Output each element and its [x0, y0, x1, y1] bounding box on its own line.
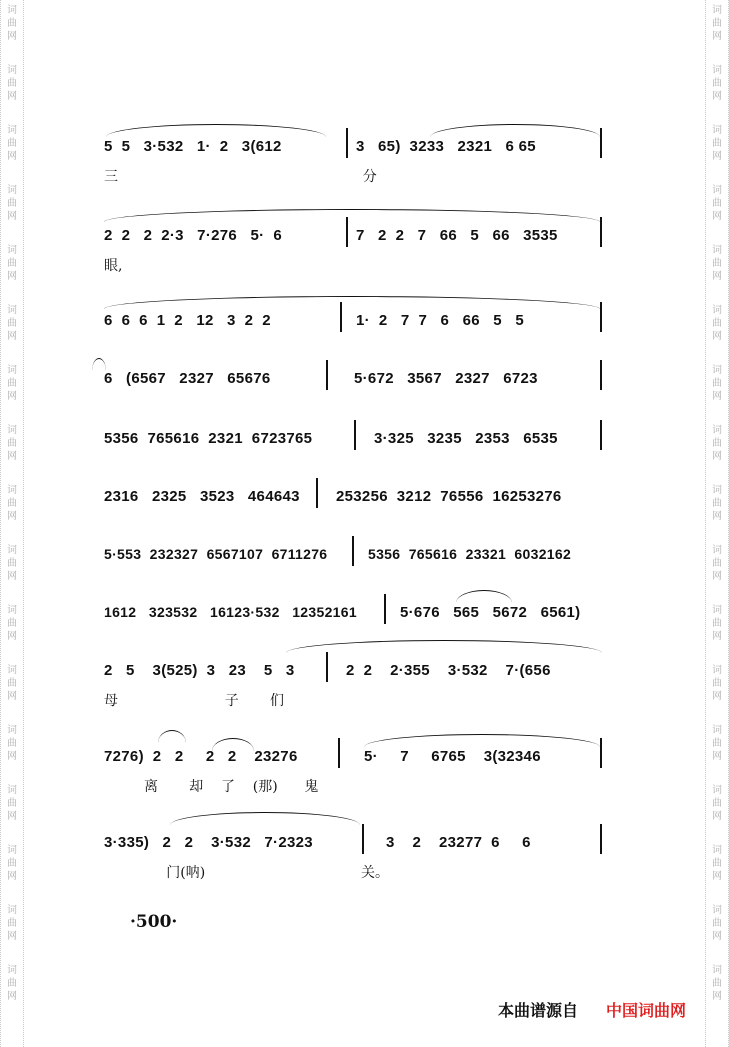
watermark-text: 词 曲 网	[7, 605, 17, 642]
notes-measure-a: 7276) 2 2 2 2 23276	[104, 748, 298, 765]
bar-line	[384, 594, 386, 624]
score-line-5	[100, 430, 610, 496]
watermark-text: 词 曲 网	[7, 665, 17, 702]
score-line-1	[100, 138, 610, 204]
watermark-text: 词 曲 网	[712, 65, 722, 102]
notes-measure-b: 5356 765616 23321 6032162	[368, 546, 572, 562]
watermark-text: 词 曲 网	[712, 5, 722, 42]
notes-measure-b: 5·676 565 5672 6561)	[400, 604, 581, 621]
notes-measure-a: 2316 2325 3523 464643	[104, 488, 300, 505]
notes-measure-a: 5 5 3·532 1· 2 3(612	[104, 138, 282, 155]
notes-measure-b: 1· 2 7 7 6 66 5 5	[356, 312, 524, 329]
score-line-2	[100, 227, 610, 293]
watermark-text: 词 曲 网	[7, 305, 17, 342]
source-prefix: 本曲谱源自	[498, 1001, 579, 1020]
watermark-text: 词 曲 网	[712, 605, 722, 642]
bar-line	[316, 478, 318, 508]
notes-measure-a: 5·553 232327 6567107 6711276	[104, 546, 328, 562]
notes-measure-b: 5· 7 6765 3(32346	[364, 748, 541, 765]
watermark-text: 词 曲 网	[712, 665, 722, 702]
score-line-9	[100, 662, 610, 728]
bar-line	[600, 420, 602, 450]
watermark-text: 词 曲 网	[7, 245, 17, 282]
slur-mark	[430, 124, 600, 137]
slur-mark	[158, 730, 186, 743]
bar-line	[600, 824, 602, 854]
watermark-text: 词 曲 网	[712, 485, 722, 522]
score-line-3	[100, 312, 610, 378]
watermark-text: 词 曲 网	[7, 905, 17, 942]
watermark-text: 词 曲 网	[712, 365, 722, 402]
watermark-text: 词 曲 网	[7, 65, 17, 102]
source-site-link[interactable]: 中国词曲网	[606, 1001, 687, 1020]
watermark-text: 词 曲 网	[712, 905, 722, 942]
watermark-text: 词 曲 网	[712, 245, 722, 282]
watermark-text: 词 曲 网	[7, 185, 17, 222]
watermark-strip-left	[0, 0, 24, 1047]
notes-measure-a: 5356 765616 2321 6723765	[104, 430, 313, 447]
notes-measure-b: 3·325 3235 2353 6535	[374, 430, 558, 447]
lyric-line: 母 子 们	[104, 693, 284, 709]
watermark-text: 词 曲 网	[7, 365, 17, 402]
bar-line	[326, 360, 328, 390]
watermark-text: 词 曲 网	[7, 485, 17, 522]
slur-mark	[364, 734, 600, 747]
score-line-11	[100, 834, 610, 900]
watermark-text: 词 曲 网	[7, 125, 17, 162]
watermark-text: 词 曲 网	[712, 425, 722, 462]
slur-mark	[104, 296, 600, 309]
bar-line	[600, 217, 602, 247]
notes-measure-b: 7 2 2 7 66 5 66 3535	[356, 227, 558, 244]
watermark-text: 词 曲 网	[712, 725, 722, 762]
bar-line	[338, 738, 340, 768]
notes-measure-b: 2 2 2·355 3·532 7·(656	[346, 662, 551, 679]
bar-line	[340, 302, 342, 332]
watermark-text: 词 曲 网	[712, 845, 722, 882]
watermark-text: 词 曲 网	[7, 545, 17, 582]
lyric-line: 眼,	[104, 258, 123, 274]
watermark-text: 词 曲 网	[7, 965, 17, 1002]
watermark-text: 词 曲 网	[712, 305, 722, 342]
bar-line	[600, 128, 602, 158]
lyric-line: 三 分	[104, 169, 377, 185]
lyric-line: 门(呐) 关。	[104, 865, 389, 881]
watermark-text: 词 曲 网	[7, 425, 17, 462]
bar-line	[346, 128, 348, 158]
watermark-text: 词 曲 网	[7, 845, 17, 882]
watermark-text: 词 曲 网	[712, 965, 722, 1002]
watermark-text: 词 曲 网	[712, 785, 722, 822]
notes-measure-b: 5·672 3567 2327 6723	[354, 370, 538, 387]
notes-measure-b: 253256 3212 76556 16253276	[336, 488, 562, 505]
watermark-text: 词 曲 网	[7, 725, 17, 762]
notes-measure-b: 3 2 23277 6 6	[386, 834, 531, 851]
notes-measure-a: 2 5 3(525) 3 23 5 3	[104, 662, 295, 679]
watermark-text: 词 曲 网	[712, 545, 722, 582]
notes-measure-b: 3 65) 3233 2321 6 65	[356, 138, 536, 155]
page-number: ·500·	[130, 912, 178, 932]
score-line-7	[100, 546, 610, 612]
lyric-line: 离 却 了 (那) 鬼	[104, 779, 319, 795]
watermark-text: 词 曲 网	[712, 185, 722, 222]
score-line-8	[100, 604, 610, 670]
notes-measure-a: 6 (6567 2327 65676	[104, 370, 271, 387]
bar-line	[600, 360, 602, 390]
score-line-6	[100, 488, 610, 554]
notes-measure-a: 2 2 2 2·3 7·276 5· 6	[104, 227, 282, 244]
bar-line	[362, 824, 364, 854]
bar-line	[600, 738, 602, 768]
bar-line	[326, 652, 328, 682]
watermark-text: 词 曲 网	[712, 125, 722, 162]
bar-line	[600, 302, 602, 332]
watermark-strip-right	[705, 0, 729, 1047]
notes-measure-a: 3·335) 2 2 3·532 7·2323	[104, 834, 313, 851]
score-line-10	[100, 748, 610, 814]
bar-line	[352, 536, 354, 566]
bar-line	[346, 217, 348, 247]
notes-measure-a: 1612 323532 16123·532 12352161	[104, 604, 357, 620]
notes-measure-a: 6 6 6 1 2 12 3 2 2	[104, 312, 271, 329]
watermark-text: 词 曲 网	[7, 785, 17, 822]
slur-mark	[106, 124, 326, 137]
watermark-text: 词 曲 网	[7, 5, 17, 42]
bar-line	[354, 420, 356, 450]
slur-mark	[104, 209, 600, 222]
